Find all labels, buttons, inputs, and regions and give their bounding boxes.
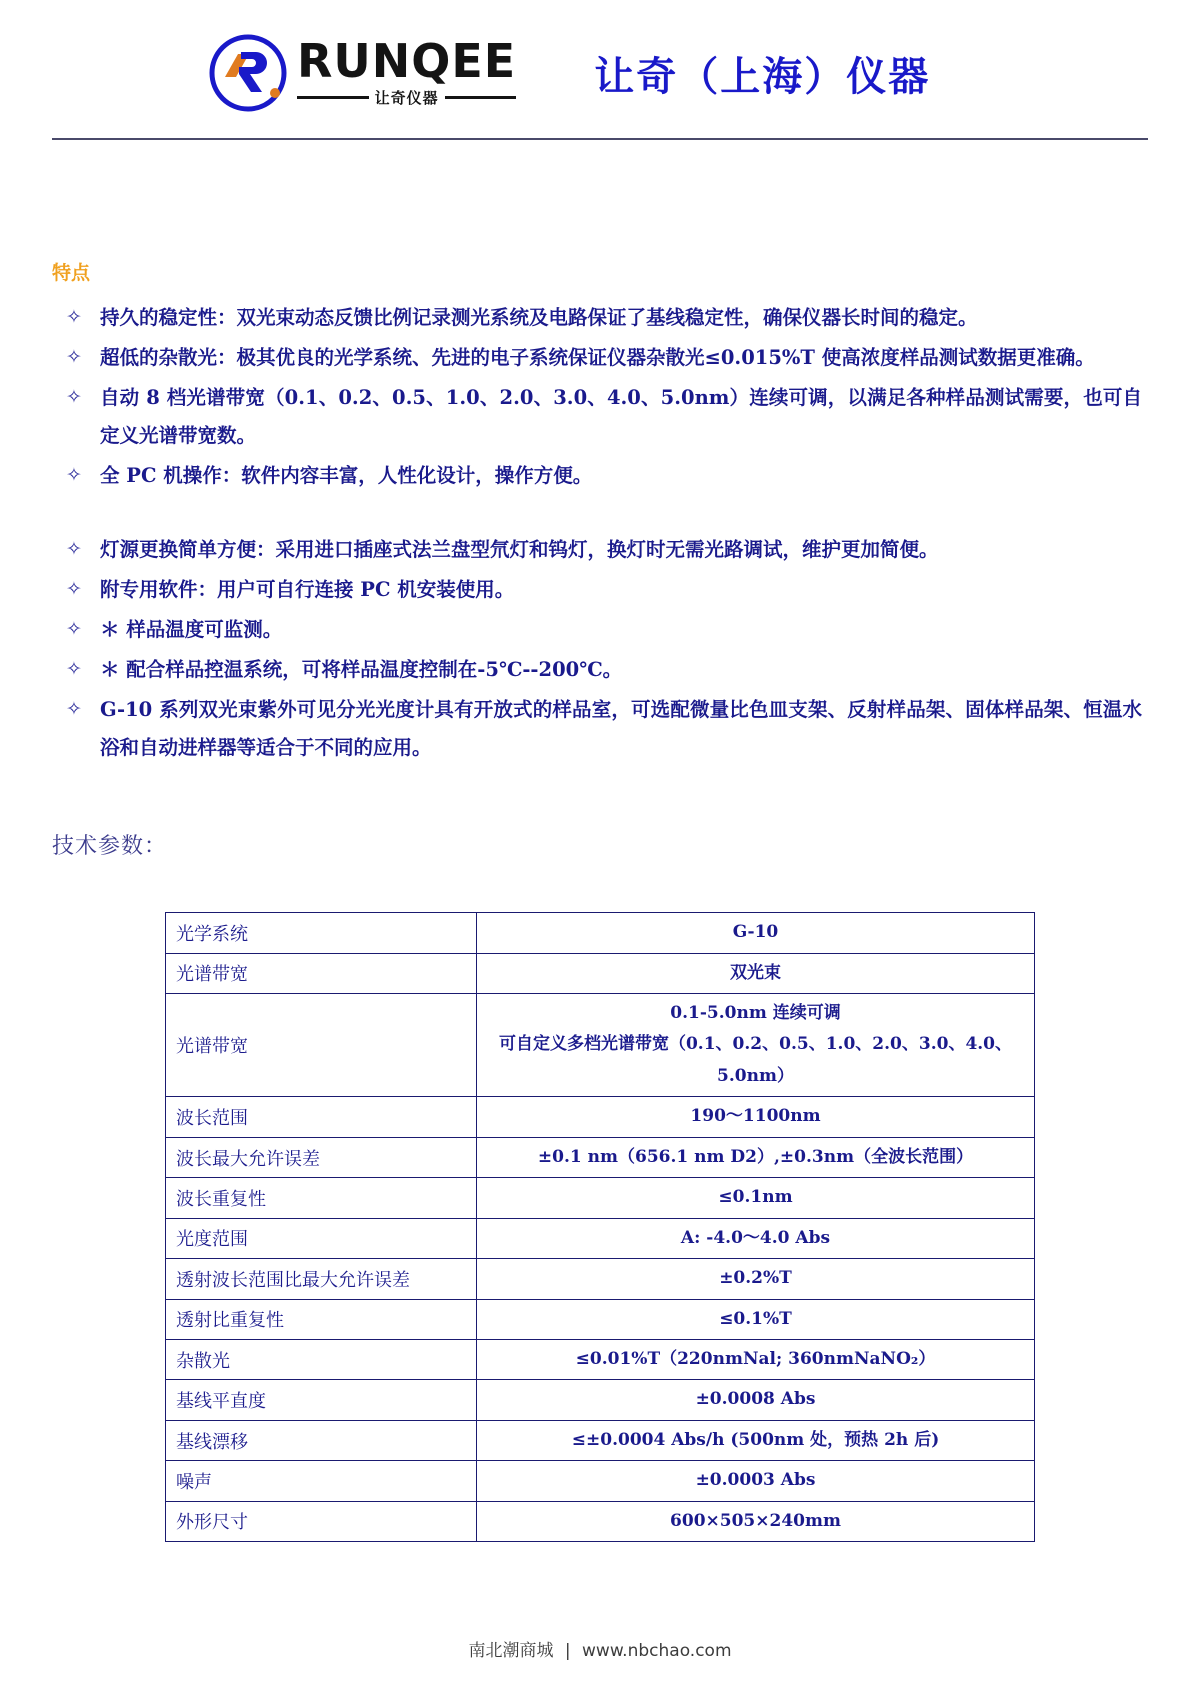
spec-value xyxy=(477,913,1035,953)
spec-key: 基线平直度 xyxy=(166,1380,477,1420)
feature-item xyxy=(52,379,1142,455)
spec-value xyxy=(477,1299,1035,1339)
page-title: 让奇（上海）仪器 xyxy=(594,53,931,100)
spec-key: 噪声 xyxy=(166,1461,477,1501)
diamond-bullet-icon: ✧ xyxy=(66,578,82,601)
spec-value xyxy=(477,1461,1035,1501)
table-row xyxy=(166,1178,1035,1218)
feature-item xyxy=(52,611,1142,649)
spec-key: 光度范围 xyxy=(166,1218,477,1258)
spec-value-line: 190～1100nm xyxy=(690,1106,821,1127)
diamond-bullet-icon: ✧ xyxy=(66,658,82,681)
feature-item xyxy=(52,571,1142,609)
table-row xyxy=(166,1137,1035,1177)
spec-value xyxy=(477,1339,1035,1379)
feature-item-text: G-10 系列双光束紫外可见分光光度计具有开放式的样品室，可选配微量比色皿支架、反射样品架、固体样品架、恒温水浴和自动进样器等适合于不同的应用。 xyxy=(100,698,1142,760)
spec-value-line: ±0.1 nm（656.1 nm D2）,±0.3nm（全波长范围） xyxy=(537,1146,974,1167)
spec-key: 波长重复性 xyxy=(166,1178,477,1218)
spec-value-line: G-10 xyxy=(732,922,779,943)
spec-key: 透射波长范围比最大允许误差 xyxy=(166,1259,477,1299)
feature-item-text: 自动 8 档光谱带宽（0.1、0.2、0.5、1.0、2.0、3.0、4.0、5.0nm）连续可调，以满足各种样品测试需要，也可自定义光谱带宽数。 xyxy=(100,386,1142,448)
feature-item xyxy=(52,651,1142,689)
table-row xyxy=(166,1097,1035,1137)
spec-value-line: 可自定义多档光谱带宽（0.1、0.2、0.5、1.0、2.0、3.0、4.0、5.0nm） xyxy=(498,1034,1013,1086)
spec-key: 外形尺寸 xyxy=(166,1501,477,1541)
table-row xyxy=(166,994,1035,1097)
spec-value xyxy=(477,1097,1035,1137)
feature-item xyxy=(52,339,1142,377)
feature-item-text: 全 PC 机操作：软件内容丰富，人性化设计，操作方便。 xyxy=(100,464,593,488)
spec-value xyxy=(477,1178,1035,1218)
logo-text: RUNQEE xyxy=(297,34,517,88)
feature-item xyxy=(52,457,1142,495)
spec-table-wrapper xyxy=(165,912,1035,1542)
spec-key: 光谱带宽 xyxy=(166,994,477,1097)
spec-value xyxy=(477,1137,1035,1177)
spec-value-line: A: -4.0～4.0 Abs xyxy=(680,1227,831,1248)
footer-separator: | xyxy=(564,1641,571,1661)
footer-url[interactable]: www.nbchao.com xyxy=(582,1641,732,1661)
spec-key: 基线漂移 xyxy=(166,1420,477,1460)
tech-params-heading: 技术参数： xyxy=(52,834,168,860)
spec-value-line: ±0.0003 Abs xyxy=(695,1470,816,1491)
table-row xyxy=(166,953,1035,993)
logo-wordmark xyxy=(297,34,517,108)
spec-key: 光学系统 xyxy=(166,913,477,953)
feature-item xyxy=(52,299,1142,337)
feature-item-text: 超低的杂散光：极其优良的光学系统、先进的电子系统保证仪器杂散光≤0.015%T 使高浓度样品测试数据更准确。 xyxy=(100,346,1095,370)
table-row xyxy=(166,1299,1035,1339)
feature-item-text: ＊ 样品温度可监测。 xyxy=(100,618,283,642)
spec-value-line: ≤±0.0004 Abs/h (500nm 处，预热 2h 后) xyxy=(571,1429,940,1450)
feature-item-text: ＊ 配合样品控温系统，可将样品温度控制在-5℃--200℃。 xyxy=(100,658,623,682)
logo-rule-right xyxy=(445,96,517,99)
spec-value xyxy=(477,1420,1035,1460)
footer-site-name: 南北潮商城 xyxy=(468,1641,554,1661)
diamond-bullet-icon: ✧ xyxy=(66,346,82,369)
table-row xyxy=(166,1259,1035,1299)
table-row xyxy=(166,1339,1035,1379)
spec-value xyxy=(477,1218,1035,1258)
table-row xyxy=(166,1461,1035,1501)
page-footer xyxy=(0,1636,1200,1661)
header-divider xyxy=(52,138,1148,140)
diamond-bullet-icon: ✧ xyxy=(66,538,82,561)
spec-value-line: ≤0.1%T xyxy=(719,1308,792,1329)
feature-item xyxy=(52,691,1142,767)
table-row xyxy=(166,913,1035,953)
spec-table xyxy=(165,912,1035,1542)
spec-value-line: ±0.2%T xyxy=(719,1268,792,1289)
spec-value xyxy=(477,994,1035,1097)
page-header xyxy=(0,0,1200,116)
feature-item-text: 持久的稳定性：双光束动态反馈比例记录测光系统及电路保证了基线稳定性，确保仪器长时间的稳定。 xyxy=(100,306,978,329)
feature-item-text: 灯源更换简单方便：采用进口插座式法兰盘型氘灯和钨灯，换灯时无需光路调试，维护更加简便。 xyxy=(100,538,939,562)
runqee-circle-r-logo-icon xyxy=(205,30,291,116)
table-row xyxy=(166,1218,1035,1258)
features-heading: 特点 xyxy=(52,262,91,284)
spec-value xyxy=(477,1380,1035,1420)
logo-subtitle-cn: 让奇仪器 xyxy=(374,89,439,107)
spec-value-line: ±0.0008 Abs xyxy=(695,1389,816,1410)
spec-key: 波长范围 xyxy=(166,1097,477,1137)
spec-value xyxy=(477,1259,1035,1299)
spec-value xyxy=(477,953,1035,993)
spec-value-line: ≤0.01%T（220nmNal; 360nmNaNO₂） xyxy=(575,1348,936,1369)
features-section xyxy=(0,258,1200,767)
spec-value-line: 双光束 xyxy=(730,962,781,983)
diamond-bullet-icon: ✧ xyxy=(66,386,82,409)
table-row xyxy=(166,1380,1035,1420)
feature-item-text: 附专用软件：用户可自行连接 PC 机安装使用。 xyxy=(100,578,515,602)
spec-key: 杂散光 xyxy=(166,1339,477,1379)
features-list xyxy=(52,299,1142,767)
table-row xyxy=(166,1501,1035,1541)
spec-value-line: 0.1-5.0nm 连续可调 xyxy=(670,1003,841,1024)
diamond-bullet-icon: ✧ xyxy=(66,618,82,641)
spec-value-line: ≤0.1nm xyxy=(718,1187,793,1208)
spec-key: 波长最大允许误差 xyxy=(166,1137,477,1177)
logo-subtitle xyxy=(297,87,516,108)
spec-key: 光谱带宽 xyxy=(166,953,477,993)
table-row xyxy=(166,1420,1035,1460)
feature-item xyxy=(52,531,1142,569)
spec-value xyxy=(477,1501,1035,1541)
spec-key: 透射比重复性 xyxy=(166,1299,477,1339)
diamond-bullet-icon: ✧ xyxy=(66,698,82,721)
diamond-bullet-icon: ✧ xyxy=(66,306,82,328)
company-logo xyxy=(205,30,516,116)
diamond-bullet-icon: ✧ xyxy=(66,464,82,487)
logo-rule-left xyxy=(297,96,369,99)
spec-value-line: 600×505×240mm xyxy=(670,1510,841,1531)
